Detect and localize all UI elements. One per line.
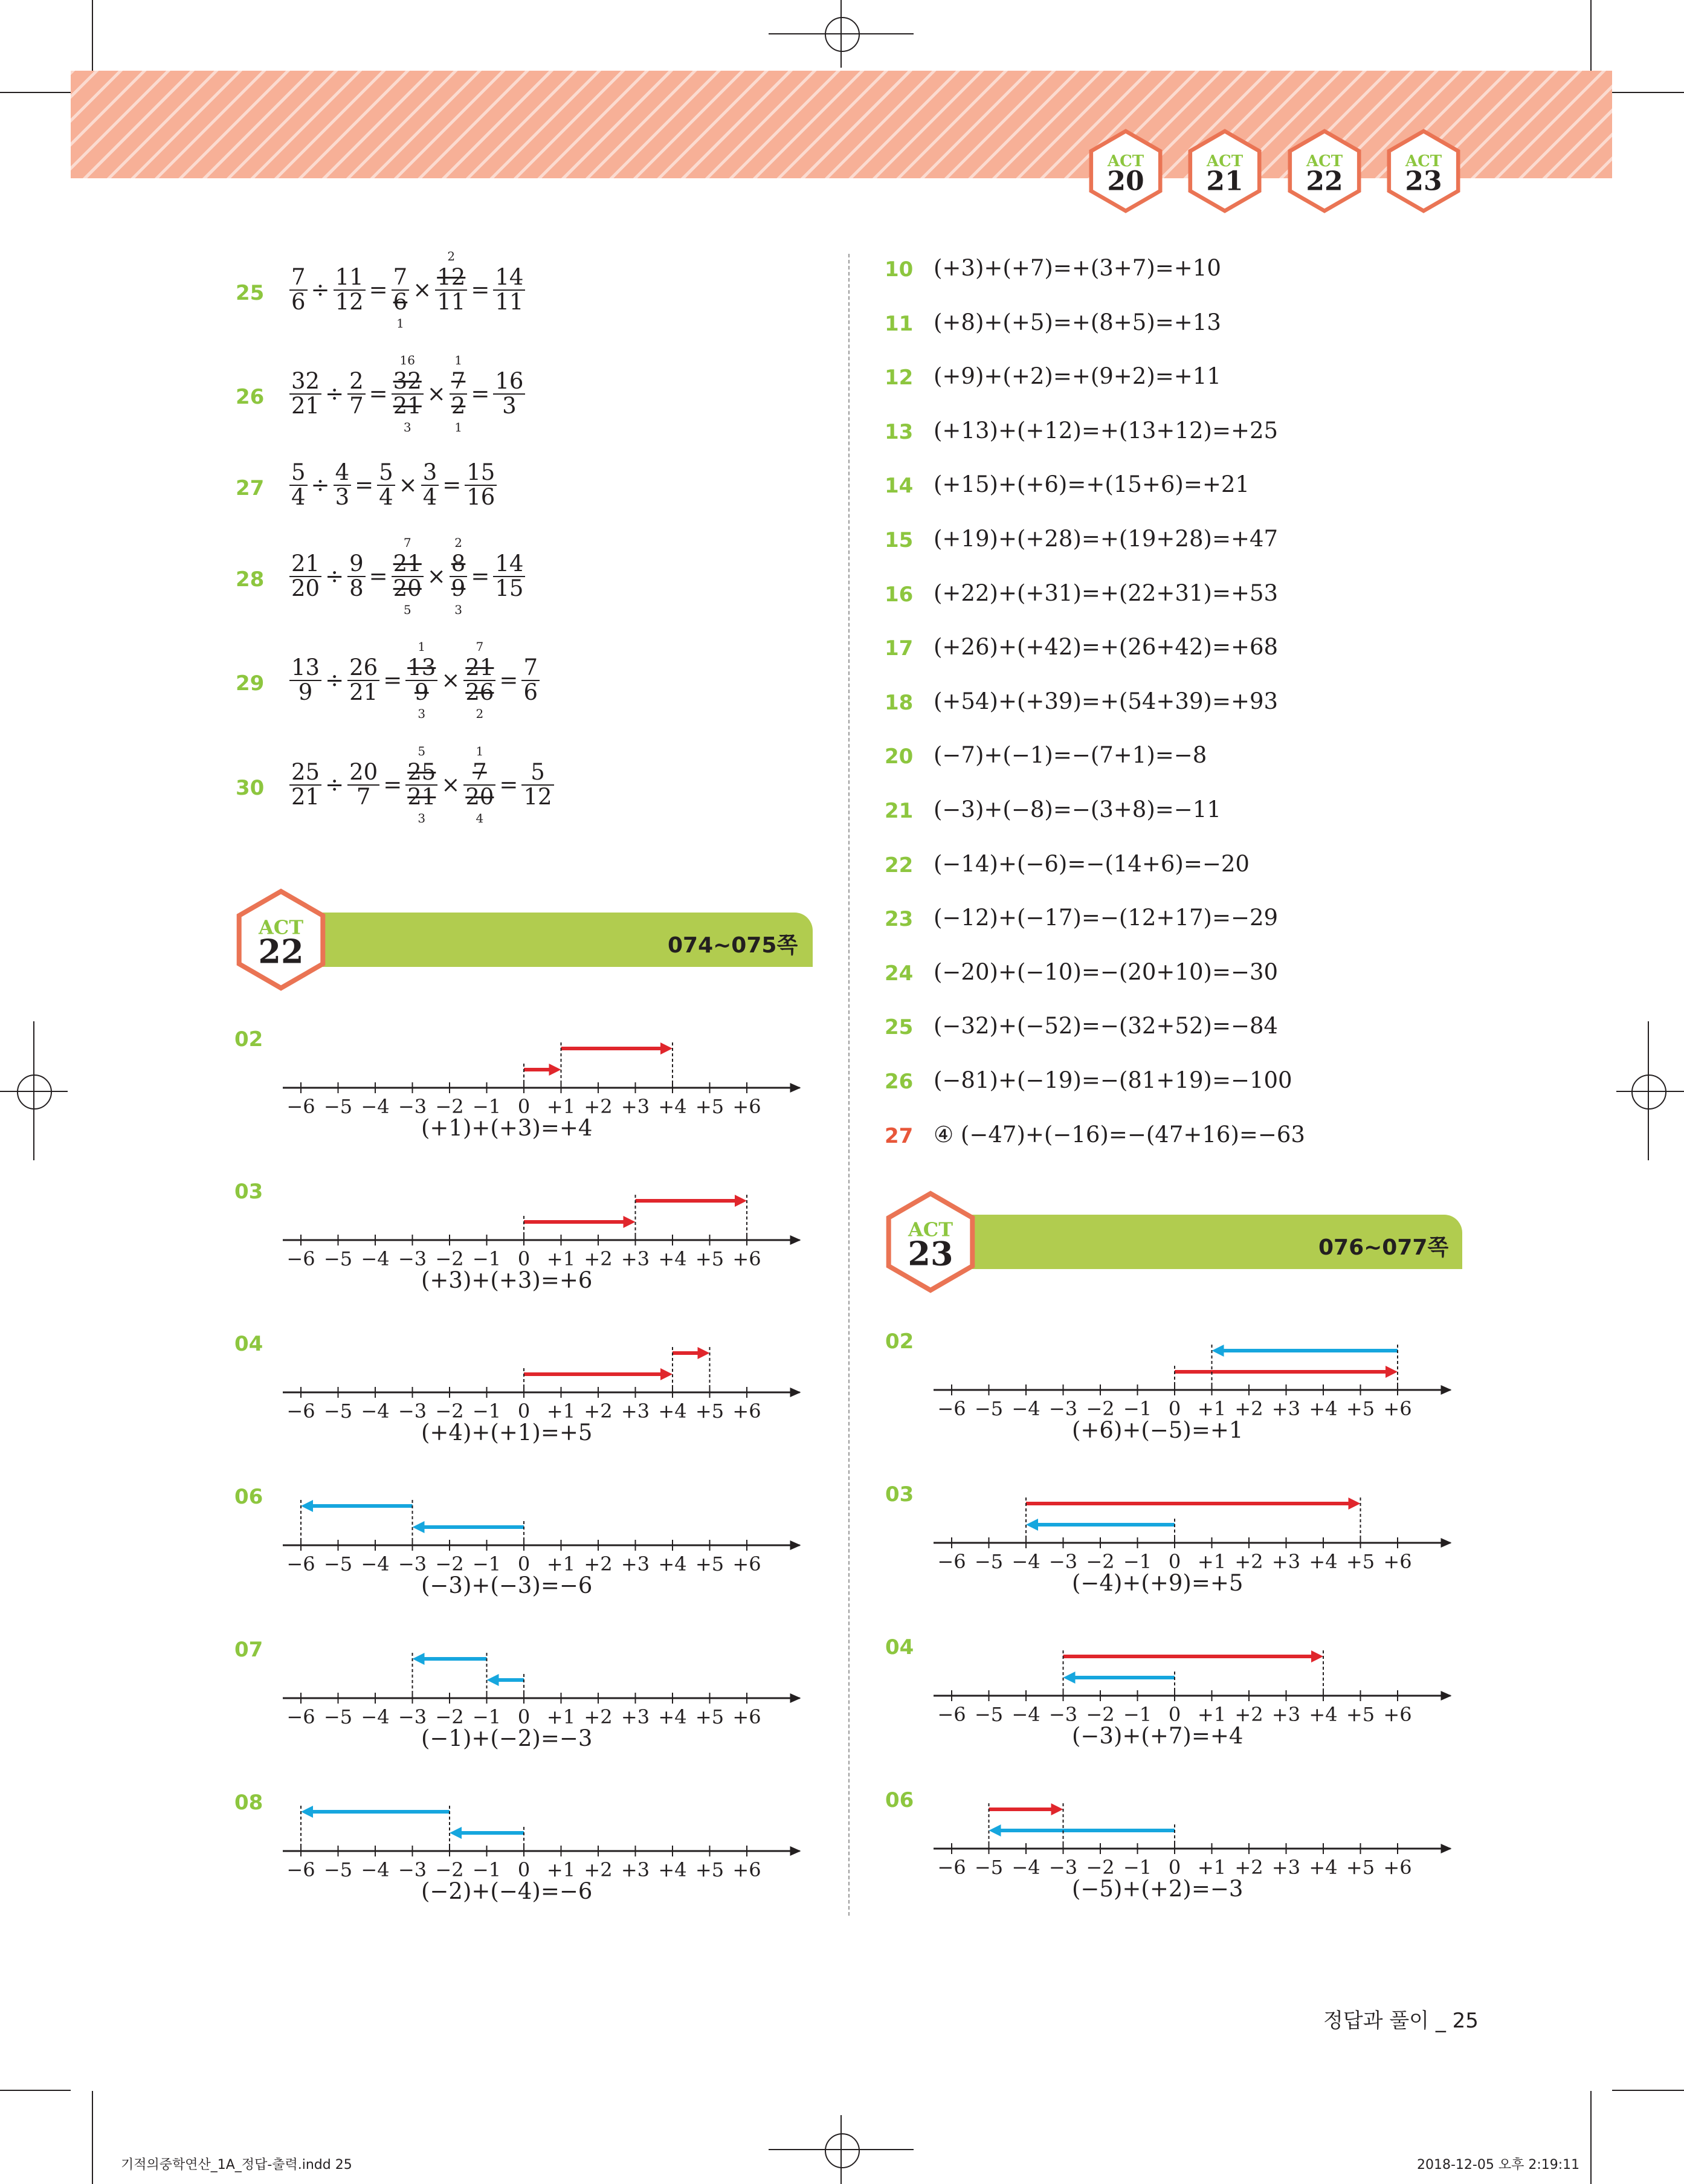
number-line <box>283 1632 802 1728</box>
vector-arrowhead <box>698 1347 710 1359</box>
tick-label: −6 <box>286 1705 315 1728</box>
tick-label: −1 <box>1123 1397 1152 1420</box>
tick-label: −5 <box>323 1400 353 1423</box>
tick-label: −4 <box>361 1247 390 1270</box>
addition-equation: (+15)+(+6)=+(15+6)=+21 <box>934 471 1250 498</box>
number-line-caption: (−2)+(−4)=−6 <box>421 1878 593 1904</box>
problem-number: 20 <box>885 745 914 769</box>
tick-label: 0 <box>1168 1550 1181 1573</box>
tick-label: 0 <box>1168 1397 1181 1420</box>
tick-label: +5 <box>1346 1856 1375 1879</box>
problem-number: 27 <box>236 476 265 500</box>
tick-label: +2 <box>584 1400 613 1423</box>
problem-number: 23 <box>885 907 914 932</box>
problem-number: 28 <box>236 567 265 592</box>
tick-label: +6 <box>732 1400 761 1423</box>
hexagon-badge <box>227 885 335 994</box>
tick-label: +5 <box>1346 1703 1375 1726</box>
registration-mark <box>1648 1021 1649 1160</box>
crop-mark <box>0 2090 71 2091</box>
tick-label: +5 <box>695 1247 724 1270</box>
tick-label: −2 <box>435 1552 464 1575</box>
tick-label: +2 <box>584 1552 613 1575</box>
tick-label: −5 <box>323 1552 353 1575</box>
tick-label: −1 <box>1123 1856 1152 1879</box>
axis-arrowhead <box>790 1693 801 1703</box>
section-page-range: 074~075쪽 <box>668 933 798 958</box>
tick-label: −2 <box>435 1400 464 1423</box>
page-footer: 정답과 풀이 _ 25 <box>1323 2009 1479 2033</box>
tick-label: +6 <box>1383 1550 1412 1573</box>
problem-number: 02 <box>885 1329 914 1354</box>
print-footer-file: 기적의중학연산_1A_정답-출력.indd 25 <box>121 2157 352 2173</box>
registration-mark <box>1631 1074 1666 1110</box>
act-number: 22 <box>1306 166 1343 197</box>
addition-equation: (−32)+(−52)=−(32+52)=−84 <box>934 1013 1279 1039</box>
tick-label: +4 <box>1309 1397 1338 1420</box>
vector-arrowhead <box>660 1042 673 1055</box>
act-label: ACT <box>258 916 304 939</box>
act-label: ACT <box>908 1218 953 1241</box>
tick-label: +5 <box>695 1400 724 1423</box>
problem-number: 16 <box>885 582 914 607</box>
hexagon-badge <box>876 1187 985 1296</box>
tick-label: 0 <box>517 1705 531 1728</box>
problem-number: 04 <box>234 1332 263 1356</box>
tick-label: +1 <box>1197 1397 1227 1420</box>
vector-arrowhead <box>735 1195 747 1207</box>
act-number: 23 <box>1405 166 1442 197</box>
problem-number: 24 <box>885 961 914 986</box>
tick-label: +2 <box>584 1247 613 1270</box>
tick-label: +4 <box>1309 1856 1338 1879</box>
tick-label: −6 <box>286 1400 315 1423</box>
tick-label: −5 <box>323 1705 353 1728</box>
problem-number: 06 <box>885 1788 914 1812</box>
addition-equation: (−7)+(−1)=−(7+1)=−8 <box>934 742 1207 769</box>
fraction-equation: $\frac{5}{4}$ ÷ $\frac{4}{3}$ = $\frac{5}{4}$ × $\frac{3}{4}$ = $\frac{15}{16}$ <box>287 461 499 509</box>
addition-equation: (−12)+(−17)=−(12+17)=−29 <box>934 905 1279 931</box>
act-number: 21 <box>1206 166 1244 197</box>
problem-number: 10 <box>885 257 914 282</box>
number-line-caption: (−3)+(−3)=−6 <box>421 1572 593 1598</box>
addition-equation: (+22)+(+31)=+(22+31)=+53 <box>934 580 1279 606</box>
addition-equation: (−81)+(−19)=−(81+19)=−100 <box>934 1067 1292 1093</box>
tick-label: +2 <box>584 1858 613 1881</box>
vector-arrowhead <box>549 1064 561 1076</box>
axis-arrowhead <box>1441 1844 1452 1853</box>
tick-label: −5 <box>974 1703 1004 1726</box>
tick-label: −6 <box>286 1095 315 1118</box>
tick-label: −3 <box>398 1705 427 1728</box>
registration-mark <box>33 1021 34 1160</box>
tick-label: +6 <box>732 1858 761 1881</box>
tick-label: −2 <box>435 1247 464 1270</box>
number-line <box>283 1479 802 1575</box>
vector-arrowhead <box>450 1827 462 1839</box>
tick-label: +6 <box>732 1095 761 1118</box>
axis-arrowhead <box>1441 1385 1452 1395</box>
problem-number: 03 <box>234 1180 263 1204</box>
tick-label: +4 <box>658 1705 687 1728</box>
tick-label: −1 <box>1123 1703 1152 1726</box>
tick-label: +3 <box>621 1705 650 1728</box>
problem-number: 12 <box>885 366 914 390</box>
tick-label: −4 <box>361 1400 390 1423</box>
tick-label: 0 <box>517 1400 531 1423</box>
axis-arrowhead <box>790 1083 801 1093</box>
tick-label: +2 <box>1234 1856 1263 1879</box>
tick-label: +6 <box>732 1705 761 1728</box>
tick-label: −6 <box>937 1856 966 1879</box>
hexagon-badge <box>1179 125 1271 217</box>
tick-label: +4 <box>658 1552 687 1575</box>
tick-label: +1 <box>546 1552 576 1575</box>
vector-arrowhead <box>660 1368 673 1380</box>
problem-number: 30 <box>236 776 265 800</box>
tick-label: −1 <box>472 1552 502 1575</box>
tick-label: −4 <box>361 1705 390 1728</box>
addition-equation: (+3)+(+7)=+(3+7)=+10 <box>934 255 1221 281</box>
tick-label: −2 <box>1086 1856 1115 1879</box>
act-label: ACT <box>1405 152 1442 171</box>
tick-label: 0 <box>517 1858 531 1881</box>
vector-arrowhead <box>413 1521 425 1533</box>
problem-number: 02 <box>234 1027 263 1052</box>
vector-arrowhead <box>624 1216 636 1228</box>
tick-label: −4 <box>1011 1856 1040 1879</box>
tick-label: −6 <box>937 1397 966 1420</box>
addition-equation: (−14)+(−6)=−(14+6)=−20 <box>934 850 1250 877</box>
vector-arrowhead <box>1386 1366 1398 1378</box>
tick-label: −4 <box>361 1095 390 1118</box>
tick-label: +1 <box>1197 1856 1227 1879</box>
problem-number: 25 <box>236 281 265 305</box>
act-number: 20 <box>1107 166 1144 197</box>
problem-number: 03 <box>885 1482 914 1507</box>
tick-label: 0 <box>1168 1703 1181 1726</box>
tick-label: +5 <box>695 1552 724 1575</box>
addition-equation: (+13)+(+12)=+(13+12)=+25 <box>934 417 1279 444</box>
tick-label: −3 <box>1048 1550 1078 1573</box>
tick-label: −3 <box>1048 1856 1078 1879</box>
addition-equation: (+9)+(+2)=+(9+2)=+11 <box>934 363 1221 390</box>
vector-arrowhead <box>1349 1497 1361 1510</box>
axis-arrowhead <box>790 1235 801 1245</box>
problem-number: 04 <box>885 1635 914 1659</box>
tick-label: −4 <box>1011 1397 1040 1420</box>
fraction-equation: $\frac{32}{21}$ ÷ $\frac{2}{7}$ = 16 32 21 3 × 1 7 2 1 = $\frac{16}{3}$ <box>287 370 527 418</box>
tick-label: −3 <box>398 1400 427 1423</box>
tick-label: −1 <box>472 1705 502 1728</box>
tick-label: −3 <box>398 1095 427 1118</box>
tick-label: +3 <box>621 1552 650 1575</box>
problem-number: 26 <box>885 1070 914 1094</box>
tick-label: 0 <box>517 1552 531 1575</box>
number-line <box>934 1782 1453 1879</box>
tick-label: −3 <box>1048 1703 1078 1726</box>
tick-label: −5 <box>974 1856 1004 1879</box>
vector-arrowhead <box>1051 1803 1063 1815</box>
tick-label: −3 <box>398 1552 427 1575</box>
problem-number: 11 <box>885 311 914 336</box>
fraction-equation: $\frac{13}{9}$ ÷ $\frac{26}{21}$ = 1 13 9 3 × 7 21 26 2 = $\frac{7}{6}$ <box>287 656 542 705</box>
tick-label: +5 <box>695 1858 724 1881</box>
tick-label: +4 <box>658 1095 687 1118</box>
tick-label: +6 <box>732 1247 761 1270</box>
tick-label: −4 <box>361 1552 390 1575</box>
tick-label: −4 <box>1011 1550 1040 1573</box>
number-line <box>283 1785 802 1881</box>
number-line <box>934 1476 1453 1573</box>
tick-label: +5 <box>695 1705 724 1728</box>
tick-label: −5 <box>974 1550 1004 1573</box>
tick-label: +4 <box>1309 1550 1338 1573</box>
addition-equation: (+8)+(+5)=+(8+5)=+13 <box>934 309 1221 335</box>
tick-label: −2 <box>435 1858 464 1881</box>
section-page-range: 076~077쪽 <box>1318 1235 1449 1260</box>
act-label: ACT <box>1206 152 1244 171</box>
crop-mark <box>1590 2091 1592 2184</box>
problem-number: 06 <box>234 1485 263 1509</box>
hexagon-badge <box>1279 125 1370 217</box>
tick-label: 0 <box>1168 1856 1181 1879</box>
number-line-caption: (+3)+(+3)=+6 <box>421 1267 593 1293</box>
addition-equation: (−3)+(−8)=−(3+8)=−11 <box>934 796 1221 822</box>
number-line-caption: (−1)+(−2)=−3 <box>421 1725 593 1751</box>
axis-arrowhead <box>790 1388 801 1397</box>
tick-label: +4 <box>658 1400 687 1423</box>
axis-arrowhead <box>1441 1538 1452 1548</box>
tick-label: +3 <box>621 1095 650 1118</box>
problem-number: 25 <box>885 1015 914 1040</box>
hexagon-badge <box>1378 125 1469 217</box>
tick-label: −3 <box>398 1858 427 1881</box>
tick-label: +3 <box>1271 1856 1301 1879</box>
problem-number: 18 <box>885 690 914 715</box>
registration-mark <box>840 2115 842 2184</box>
tick-label: +1 <box>546 1705 576 1728</box>
tick-label: −1 <box>472 1095 502 1118</box>
act-label: ACT <box>1306 152 1343 171</box>
registration-mark <box>17 1074 52 1110</box>
tick-label: −6 <box>937 1550 966 1573</box>
number-line <box>934 1629 1453 1726</box>
tick-label: +1 <box>546 1095 576 1118</box>
vector-arrowhead <box>1311 1650 1323 1662</box>
addition-equation: (+26)+(+42)=+(26+42)=+68 <box>934 634 1279 661</box>
vector-arrowhead <box>1063 1672 1076 1684</box>
tick-label: +6 <box>1383 1397 1412 1420</box>
problem-number: 14 <box>885 474 914 499</box>
tick-label: +1 <box>546 1858 576 1881</box>
tick-label: +2 <box>1234 1703 1263 1726</box>
axis-arrowhead <box>790 1846 801 1856</box>
tick-label: +6 <box>732 1552 761 1575</box>
number-line-caption: (+1)+(+3)=+4 <box>421 1115 593 1141</box>
registration-mark <box>825 2133 860 2168</box>
problem-number: 22 <box>885 853 914 877</box>
tick-label: +5 <box>695 1095 724 1118</box>
tick-label: +3 <box>1271 1397 1301 1420</box>
tick-label: −2 <box>1086 1550 1115 1573</box>
act-label: ACT <box>1107 152 1144 171</box>
problem-number: 13 <box>885 419 914 444</box>
tick-label: −2 <box>435 1705 464 1728</box>
tick-label: +6 <box>1383 1703 1412 1726</box>
tick-label: −6 <box>286 1552 315 1575</box>
tick-label: −6 <box>937 1703 966 1726</box>
fraction-equation: $\frac{7}{6}$ ÷ $\frac{11}{12}$ = 7 6 1 × 2 12 11 = $\frac{14}{11}$ <box>287 266 527 314</box>
tick-label: −2 <box>1086 1397 1115 1420</box>
vector-arrowhead <box>301 1500 313 1512</box>
tick-label: +2 <box>1234 1397 1263 1420</box>
print-footer-date: 2018-12-05 오후 2:19:11 <box>1417 2157 1580 2173</box>
tick-label: −1 <box>1123 1550 1152 1573</box>
tick-label: −5 <box>323 1858 353 1881</box>
number-line-caption: (−4)+(+9)=+5 <box>1072 1570 1244 1596</box>
tick-label: +2 <box>584 1095 613 1118</box>
tick-label: +3 <box>621 1247 650 1270</box>
tick-label: +3 <box>621 1858 650 1881</box>
vector-arrowhead <box>1026 1519 1038 1531</box>
tick-label: 0 <box>517 1095 531 1118</box>
tick-label: +4 <box>658 1858 687 1881</box>
registration-mark <box>825 17 860 52</box>
axis-arrowhead <box>790 1540 801 1550</box>
crop-mark <box>1612 2090 1684 2091</box>
crop-mark <box>0 92 71 93</box>
tick-label: +1 <box>1197 1703 1227 1726</box>
tick-label: +6 <box>1383 1856 1412 1879</box>
tick-label: −1 <box>472 1858 502 1881</box>
crop-mark <box>92 2091 93 2184</box>
number-line-caption: (−3)+(+7)=+4 <box>1072 1723 1244 1749</box>
tick-label: −5 <box>323 1247 353 1270</box>
vector-arrowhead <box>301 1806 313 1818</box>
crop-mark <box>1612 92 1684 93</box>
number-line-caption: (+4)+(+1)=+5 <box>421 1420 593 1446</box>
tick-label: −4 <box>1011 1703 1040 1726</box>
fraction-equation: $\frac{25}{21}$ ÷ $\frac{20}{7}$ = 5 25 21 3 × 1 7 20 4 = $\frac{5}{12}$ <box>287 761 556 809</box>
problem-number: 17 <box>885 636 914 661</box>
number-line-caption: (−5)+(+2)=−3 <box>1072 1876 1244 1902</box>
registration-mark <box>1616 1091 1684 1092</box>
tick-label: +4 <box>1309 1703 1338 1726</box>
problem-number: 21 <box>885 799 914 823</box>
axis-arrowhead <box>1441 1691 1452 1701</box>
number-line <box>283 1021 802 1118</box>
problem-number: 29 <box>236 671 265 696</box>
number-line-caption: (+6)+(−5)=+1 <box>1072 1417 1244 1443</box>
tick-label: +1 <box>546 1247 576 1270</box>
number-line <box>283 1326 802 1423</box>
tick-label: +1 <box>546 1400 576 1423</box>
column-divider <box>848 254 850 1916</box>
vector-arrowhead <box>1212 1345 1224 1357</box>
act-number: 22 <box>258 932 304 971</box>
problem-number: 08 <box>234 1791 263 1815</box>
tick-label: −6 <box>286 1858 315 1881</box>
tick-label: +2 <box>1234 1550 1263 1573</box>
tick-label: −1 <box>472 1400 502 1423</box>
addition-equation: (−20)+(−10)=−(20+10)=−30 <box>934 958 1279 985</box>
problem-number: 26 <box>236 385 265 409</box>
tick-label: +2 <box>584 1705 613 1728</box>
tick-label: −5 <box>323 1095 353 1118</box>
hexagon-badge <box>1080 125 1172 217</box>
tick-label: +4 <box>658 1247 687 1270</box>
tick-label: +5 <box>1346 1550 1375 1573</box>
vector-arrowhead <box>487 1674 499 1686</box>
vector-arrowhead <box>413 1653 425 1665</box>
tick-label: +3 <box>1271 1703 1301 1726</box>
addition-equation: (+54)+(+39)=+(54+39)=+93 <box>934 688 1279 714</box>
tick-label: −5 <box>974 1397 1004 1420</box>
tick-label: −2 <box>435 1095 464 1118</box>
tick-label: −3 <box>398 1247 427 1270</box>
tick-label: +3 <box>621 1400 650 1423</box>
vector-arrowhead <box>989 1824 1001 1837</box>
tick-label: −1 <box>472 1247 502 1270</box>
number-line <box>934 1323 1453 1420</box>
act-number: 23 <box>908 1234 953 1273</box>
number-line <box>283 1174 802 1270</box>
fraction-equation: $\frac{21}{20}$ ÷ $\frac{9}{8}$ = 7 21 20 5 × 2 8 9 3 = $\frac{14}{15}$ <box>287 552 527 601</box>
addition-equation: ④ (−47)+(−16)=−(47+16)=−63 <box>934 1121 1305 1148</box>
registration-mark <box>840 0 842 68</box>
tick-label: −3 <box>1048 1397 1078 1420</box>
tick-label: −4 <box>361 1858 390 1881</box>
tick-label: +5 <box>1346 1397 1375 1420</box>
problem-number: 27 <box>885 1123 914 1148</box>
addition-equation: (+19)+(+28)=+(19+28)=+47 <box>934 526 1279 552</box>
problem-number: 15 <box>885 528 914 552</box>
tick-label: 0 <box>517 1247 531 1270</box>
tick-label: +3 <box>1271 1550 1301 1573</box>
tick-label: −2 <box>1086 1703 1115 1726</box>
tick-label: −6 <box>286 1247 315 1270</box>
problem-number: 07 <box>234 1638 263 1662</box>
tick-label: +1 <box>1197 1550 1227 1573</box>
